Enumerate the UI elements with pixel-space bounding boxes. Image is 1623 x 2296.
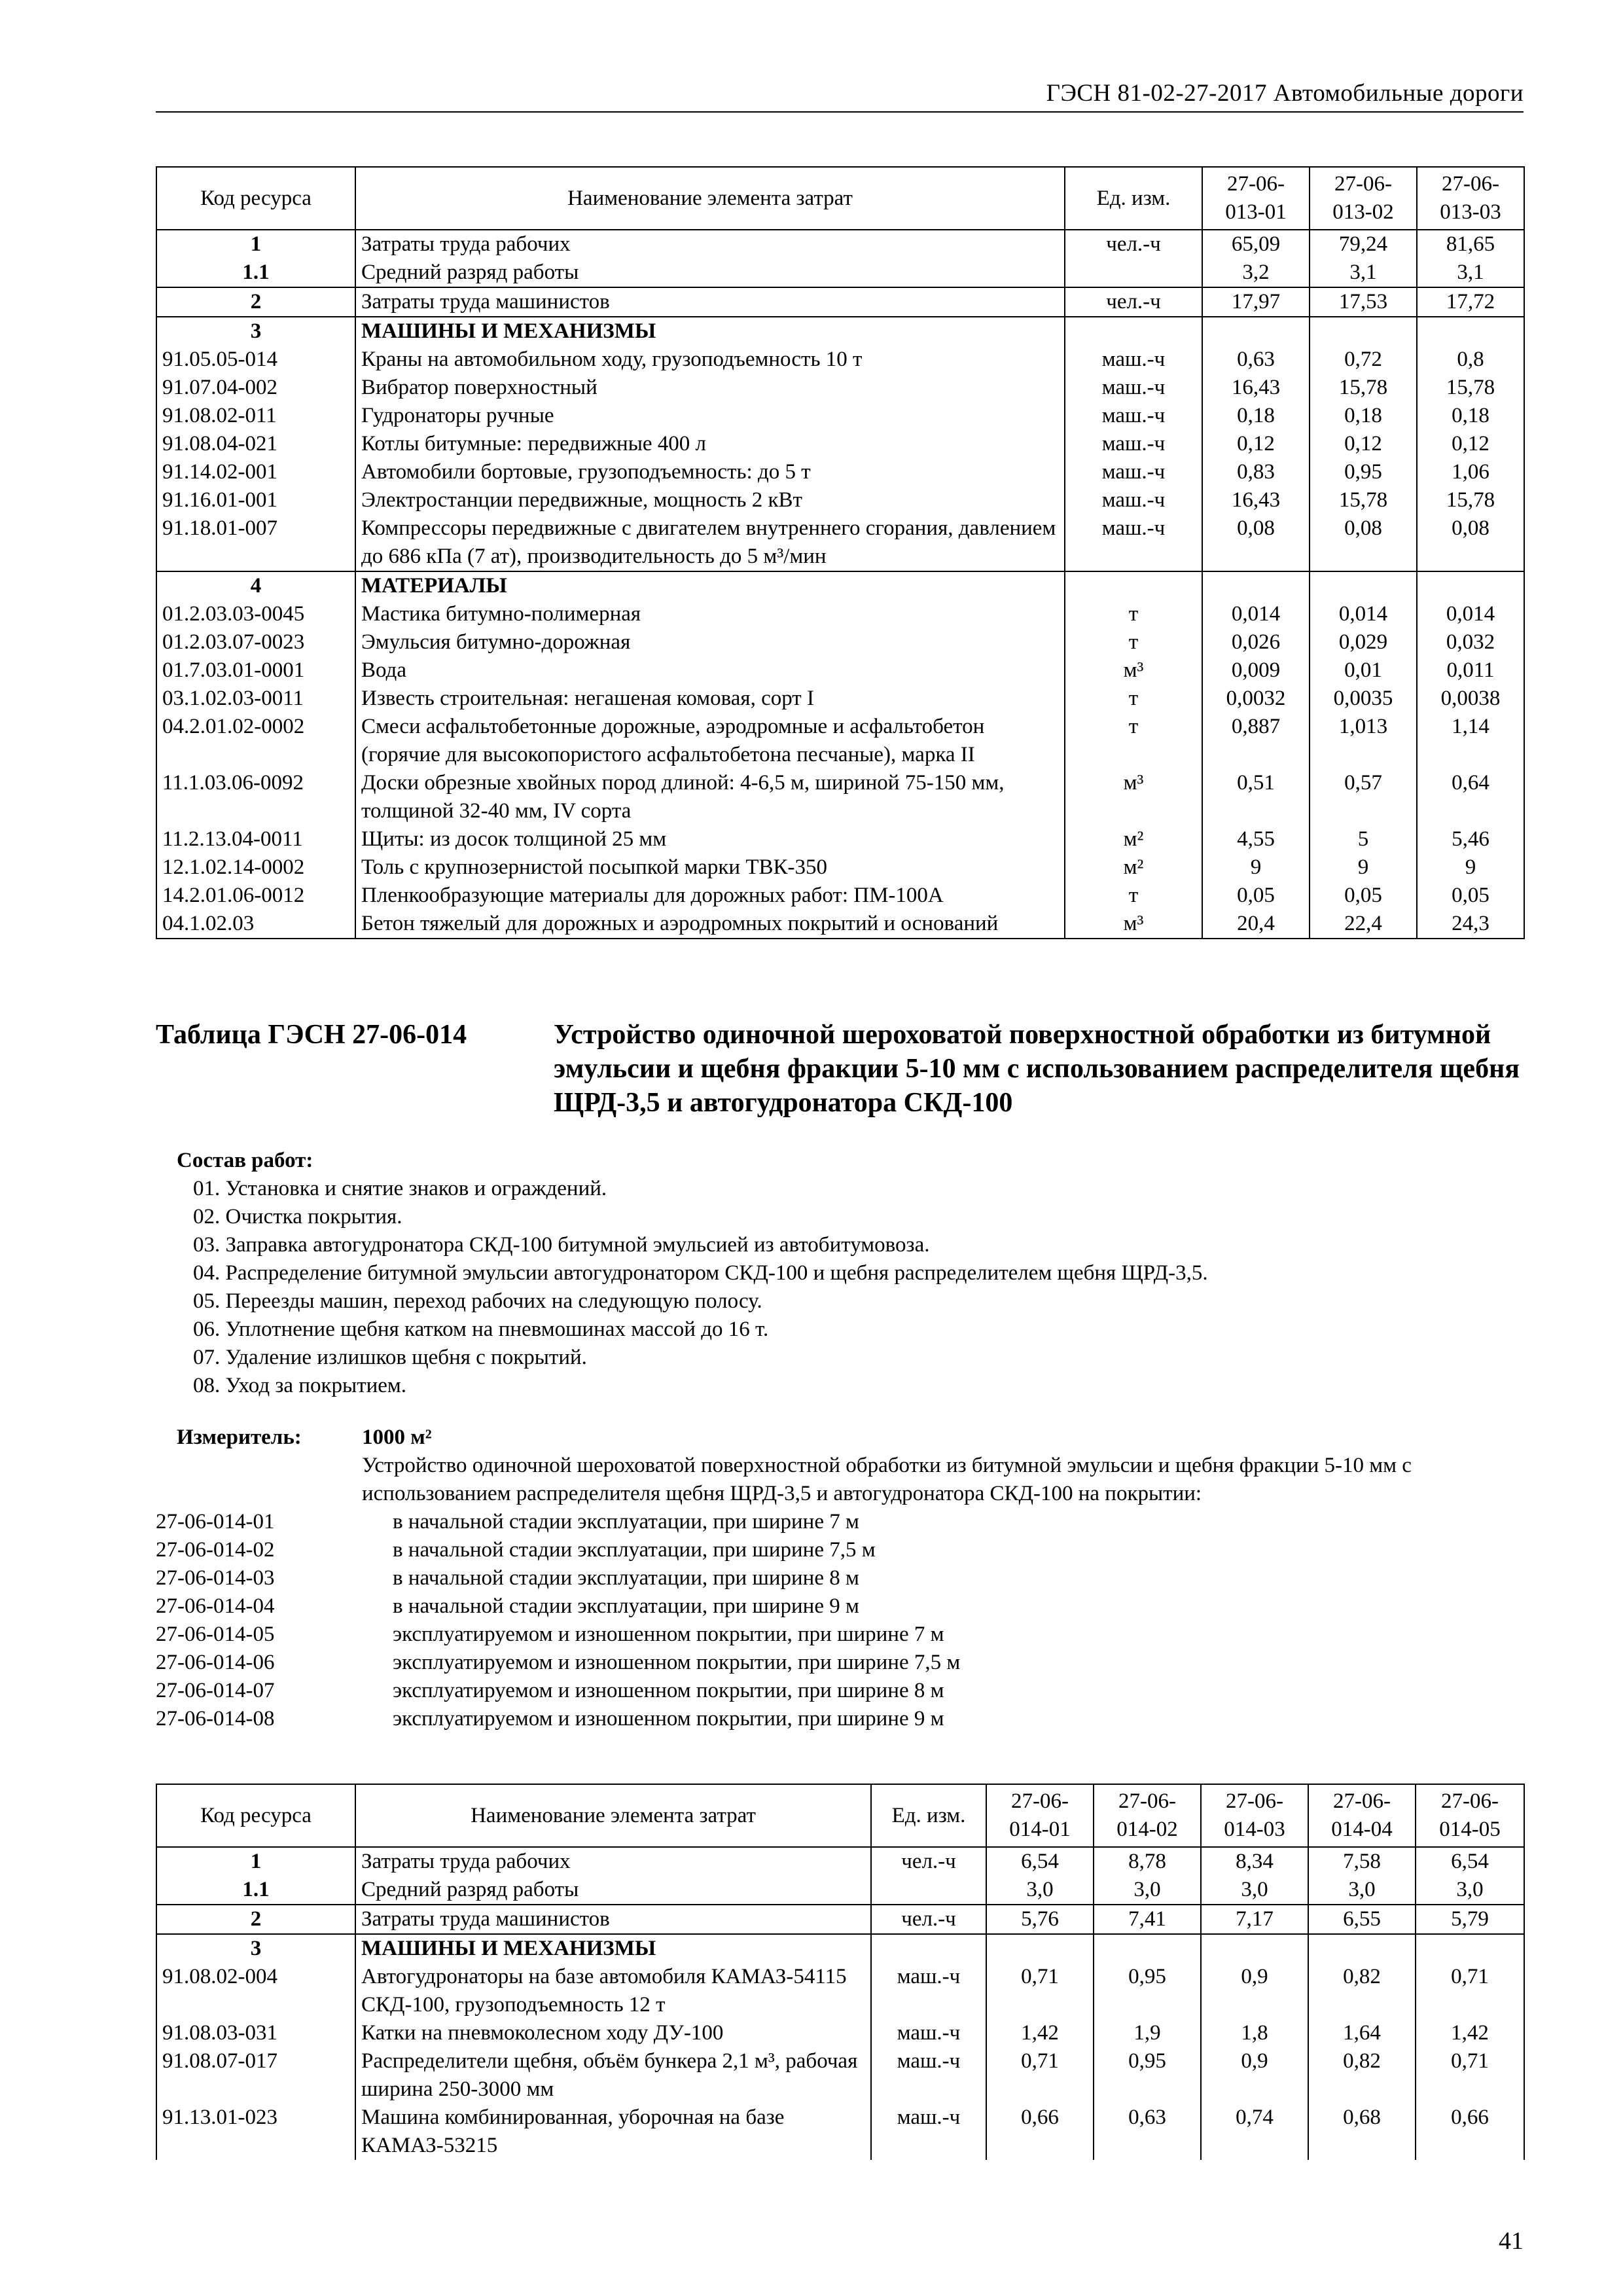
resource-table-014 bbox=[156, 1784, 1525, 2160]
resource-name: Вода bbox=[355, 656, 1065, 685]
table-row bbox=[156, 713, 1524, 769]
rate-value: 9 bbox=[1417, 853, 1524, 882]
rate-value: 0,82 bbox=[1308, 1963, 1416, 2019]
resource-name: Катки на пневмоколесном ходу ДУ-100 bbox=[355, 2019, 871, 2047]
rate-value bbox=[1308, 1934, 1416, 1963]
page-header bbox=[156, 75, 1524, 113]
composition-item: 03. Заправка автогудронатора СКД-100 битумной эмульсией из автобитумовоза. bbox=[193, 1233, 930, 1257]
table-header-row bbox=[156, 1784, 1524, 1847]
resource-unit: м³ bbox=[1065, 656, 1202, 685]
composition-item: 01. Установка и снятие знаков и ограждений. bbox=[193, 1177, 607, 1200]
rate-value: 0,71 bbox=[986, 2047, 1094, 2104]
rate-value: 5 bbox=[1310, 825, 1417, 853]
rate-value: 0,95 bbox=[1310, 458, 1417, 486]
rate-value: 0,9 bbox=[1201, 2047, 1308, 2104]
rate-value: 0,18 bbox=[1202, 402, 1310, 430]
list-item bbox=[156, 1592, 1524, 1621]
rate-value: 1,14 bbox=[1417, 713, 1524, 769]
rate-code: 27-06-014-03 bbox=[156, 1566, 275, 1590]
rate-value: 0,64 bbox=[1417, 769, 1524, 825]
rate-value: 0,0032 bbox=[1202, 685, 1310, 713]
resource-code: 1.1 bbox=[156, 1876, 355, 1905]
table-row bbox=[156, 685, 1524, 713]
resource-unit: м³ bbox=[1065, 910, 1202, 939]
rate-value: 16,43 bbox=[1202, 374, 1310, 402]
resource-code: 14.2.01.06-0012 bbox=[156, 882, 355, 910]
resource-unit: маш.-ч bbox=[871, 2047, 986, 2104]
table-row bbox=[156, 1876, 1524, 1905]
rate-value: 15,78 bbox=[1310, 486, 1417, 514]
resource-unit: маш.-ч bbox=[1065, 486, 1202, 514]
rate-value: 9 bbox=[1202, 853, 1310, 882]
rate-value: 0,026 bbox=[1202, 628, 1310, 656]
rate-description: в начальной стадии эксплуатации, при ширине 9 м bbox=[393, 1594, 859, 1618]
meter-unit: 1000 м² bbox=[362, 1426, 432, 1449]
rate-code: 27-06-014-06 bbox=[156, 1651, 275, 1674]
resource-code: 2 bbox=[156, 1905, 355, 1934]
rate-value: 0,014 bbox=[1417, 600, 1524, 628]
rate-value: 0,05 bbox=[1417, 882, 1524, 910]
rate-code: 27-06-014-01 bbox=[156, 1510, 275, 1534]
rate-value: 0,12 bbox=[1310, 430, 1417, 458]
resource-unit bbox=[871, 1876, 986, 1905]
rate-value bbox=[986, 1934, 1094, 1963]
rate-value: 0,08 bbox=[1202, 514, 1310, 571]
resource-name: Машина комбинированная, уборочная на базе КАМАЗ-53215 bbox=[355, 2104, 871, 2160]
table-row bbox=[156, 486, 1524, 514]
resource-unit: маш.-ч bbox=[871, 2104, 986, 2160]
rate-value bbox=[1094, 1934, 1201, 1963]
table-row bbox=[156, 2019, 1524, 2047]
resource-unit: маш.-ч bbox=[871, 1963, 986, 2019]
rate-value: 20,4 bbox=[1202, 910, 1310, 939]
resource-name: Мастика битумно-полимерная bbox=[355, 600, 1065, 628]
resource-unit bbox=[1065, 571, 1202, 600]
col-header-rate: 27-06- 013-02 bbox=[1310, 167, 1417, 230]
rate-value: 0,74 bbox=[1201, 2104, 1308, 2160]
resource-code: 04.2.01.02-0002 bbox=[156, 713, 355, 769]
table-row bbox=[156, 514, 1524, 571]
resource-unit: т bbox=[1065, 713, 1202, 769]
rate-value: 0,95 bbox=[1094, 1963, 1201, 2019]
rate-value: 0,08 bbox=[1417, 514, 1524, 571]
rate-value: 0,9 bbox=[1201, 1963, 1308, 2019]
rate-value: 0,63 bbox=[1094, 2104, 1201, 2160]
resource-table-013 bbox=[156, 166, 1525, 939]
resource-unit: маш.-ч bbox=[1065, 514, 1202, 571]
rate-code: 27-06-014-05 bbox=[156, 1623, 275, 1646]
rate-value bbox=[1310, 571, 1417, 600]
table-row bbox=[156, 769, 1524, 825]
resource-unit: т bbox=[1065, 628, 1202, 656]
resource-code: 91.18.01-007 bbox=[156, 514, 355, 571]
list-item bbox=[156, 1705, 1524, 1733]
rate-value: 1,013 bbox=[1310, 713, 1417, 769]
rate-value bbox=[1201, 1934, 1308, 1963]
table-row bbox=[156, 571, 1524, 600]
resource-code: 11.2.13.04-0011 bbox=[156, 825, 355, 853]
resource-unit: маш.-ч bbox=[1065, 346, 1202, 374]
table-row bbox=[156, 374, 1524, 402]
resource-unit bbox=[871, 1934, 986, 1963]
rate-value: 15,78 bbox=[1417, 374, 1524, 402]
table-row bbox=[156, 458, 1524, 486]
rate-value: 0,014 bbox=[1310, 600, 1417, 628]
rate-value: 15,78 bbox=[1310, 374, 1417, 402]
resource-name: Распределители щебня, объём бункера 2,1 м³, рабочая ширина 250-3000 мм bbox=[355, 2047, 871, 2104]
resource-code: 91.08.02-004 bbox=[156, 1963, 355, 2019]
resource-name: Затраты труда машинистов bbox=[355, 1905, 871, 1934]
rate-value: 0,57 bbox=[1310, 769, 1417, 825]
col-header-rate: 27-06- 013-03 bbox=[1417, 167, 1524, 230]
col-header-rate: 27-06- 014-02 bbox=[1094, 1784, 1201, 1847]
rate-description: эксплуатируемом и изношенном покрытии, при ширине 8 м bbox=[393, 1679, 944, 1702]
col-header-rate: 27-06- 014-01 bbox=[986, 1784, 1094, 1847]
resource-code: 91.07.04-002 bbox=[156, 374, 355, 402]
resource-name: Смеси асфальтобетонные дорожные, аэродромные и асфальтобетон (горячие для высокопористого асфальтобетона песчаные), марка II bbox=[355, 713, 1065, 769]
composition-item: 07. Удаление излишков щебня с покрытий. bbox=[193, 1346, 587, 1369]
resource-name: Гудронаторы ручные bbox=[355, 402, 1065, 430]
rate-value: 1,64 bbox=[1308, 2019, 1416, 2047]
table-row bbox=[156, 600, 1524, 628]
resource-code: 01.2.03.07-0023 bbox=[156, 628, 355, 656]
rate-value: 0,029 bbox=[1310, 628, 1417, 656]
rate-value: 6,54 bbox=[986, 1847, 1094, 1876]
rate-code: 27-06-014-02 bbox=[156, 1538, 275, 1562]
rate-value: 0,72 bbox=[1310, 346, 1417, 374]
rate-value: 3,0 bbox=[1308, 1876, 1416, 1905]
rate-value: 0,05 bbox=[1310, 882, 1417, 910]
resource-name: Краны на автомобильном ходу, грузоподъемность 10 т bbox=[355, 346, 1065, 374]
rate-value: 1,06 bbox=[1417, 458, 1524, 486]
table-description: Устройство одиночной шероховатой поверхностной обработки из битумной эмульсии и щебня фракции 5-10 мм с использованием распределителя щебня ЩРД-3,5 и автогудронатора СКД-100 bbox=[554, 1020, 1520, 1118]
resource-code: 91.08.02-011 bbox=[156, 402, 355, 430]
table-row bbox=[156, 656, 1524, 685]
rate-value: 79,24 bbox=[1310, 230, 1417, 259]
resource-name: МАШИНЫ И МЕХАНИЗМЫ bbox=[355, 317, 1065, 346]
rate-value: 0,66 bbox=[986, 2104, 1094, 2160]
resource-code: 91.13.01-023 bbox=[156, 2104, 355, 2160]
work-composition bbox=[177, 1147, 1525, 1400]
resource-name: Автомобили бортовые, грузоподъемность: до 5 т bbox=[355, 458, 1065, 486]
meter-description: Устройство одиночной шероховатой поверхностной обработки из битумной эмульсии и щебня фракции 5-10 мм с использованием распределителя щебня ЩРД-3,5 и автогудронатора СКД-100 на покрытии: bbox=[362, 1454, 1412, 1505]
resource-name: Электростанции передвижные, мощность 2 кВт bbox=[355, 486, 1065, 514]
list-item bbox=[156, 1649, 1524, 1677]
col-header-name: Наименование элемента затрат bbox=[355, 1784, 871, 1847]
meter-label: Измеритель: bbox=[177, 1426, 302, 1449]
rate-value: 17,97 bbox=[1202, 287, 1310, 317]
rate-value bbox=[1416, 1934, 1524, 1963]
col-header-rate: 27-06- 013-01 bbox=[1202, 167, 1310, 230]
rate-value: 0,71 bbox=[986, 1963, 1094, 2019]
resource-unit bbox=[1065, 317, 1202, 346]
table-row bbox=[156, 402, 1524, 430]
rate-value: 0,66 bbox=[1416, 2104, 1524, 2160]
rate-code: 27-06-014-07 bbox=[156, 1679, 275, 1702]
rate-value: 8,34 bbox=[1201, 1847, 1308, 1876]
table-label: Таблица ГЭСН 27-06-014 bbox=[156, 1020, 467, 1050]
resource-unit: т bbox=[1065, 600, 1202, 628]
table-row bbox=[156, 882, 1524, 910]
resource-unit: маш.-ч bbox=[1065, 374, 1202, 402]
resource-unit: м² bbox=[1065, 825, 1202, 853]
rate-code: 27-06-014-08 bbox=[156, 1707, 275, 1731]
resource-name: МАТЕРИАЛЫ bbox=[355, 571, 1065, 600]
resource-unit: маш.-ч bbox=[1065, 458, 1202, 486]
rate-value: 1,42 bbox=[1416, 2019, 1524, 2047]
rate-value: 0,011 bbox=[1417, 656, 1524, 685]
rate-value bbox=[1202, 317, 1310, 346]
rate-value: 4,55 bbox=[1202, 825, 1310, 853]
resource-name: Котлы битумные: передвижные 400 л bbox=[355, 430, 1065, 458]
resource-code: 01.2.03.03-0045 bbox=[156, 600, 355, 628]
resource-code: 91.16.01-001 bbox=[156, 486, 355, 514]
resource-name: Толь с крупнозернистой посыпкой марки ТВК-350 bbox=[355, 853, 1065, 882]
rate-value: 0,887 bbox=[1202, 713, 1310, 769]
rate-value: 6,54 bbox=[1416, 1847, 1524, 1876]
resource-code: 1 bbox=[156, 1847, 355, 1876]
table-row bbox=[156, 1934, 1524, 1963]
rate-value: 0,0035 bbox=[1310, 685, 1417, 713]
resource-unit: чел.-ч bbox=[871, 1847, 986, 1876]
list-item bbox=[156, 1621, 1524, 1649]
resource-unit bbox=[1065, 259, 1202, 287]
resource-unit: чел.-ч bbox=[1065, 287, 1202, 317]
rate-value: 3,0 bbox=[1201, 1876, 1308, 1905]
rate-value: 3,0 bbox=[986, 1876, 1094, 1905]
resource-name: Средний разряд работы bbox=[355, 259, 1065, 287]
rate-value: 0,05 bbox=[1202, 882, 1310, 910]
rate-value: 0,01 bbox=[1310, 656, 1417, 685]
rate-value: 0,83 bbox=[1202, 458, 1310, 486]
resource-name: Вибратор поверхностный bbox=[355, 374, 1065, 402]
table-row bbox=[156, 317, 1524, 346]
rate-value: 17,72 bbox=[1417, 287, 1524, 317]
rate-value: 65,09 bbox=[1202, 230, 1310, 259]
page-number: 41 bbox=[1499, 2227, 1524, 2255]
resource-unit: м² bbox=[1065, 853, 1202, 882]
table-header-row bbox=[156, 167, 1524, 230]
rate-value: 3,0 bbox=[1416, 1876, 1524, 1905]
resource-unit: маш.-ч bbox=[1065, 430, 1202, 458]
rate-description: в начальной стадии эксплуатации, при ширине 8 м bbox=[393, 1566, 859, 1590]
table-row bbox=[156, 910, 1524, 939]
table-row bbox=[156, 628, 1524, 656]
resource-unit: маш.-ч bbox=[1065, 402, 1202, 430]
table-row bbox=[156, 1847, 1524, 1876]
rate-value: 22,4 bbox=[1310, 910, 1417, 939]
rate-code-list bbox=[156, 1508, 1524, 1733]
rate-description: эксплуатируемом и изношенном покрытии, при ширине 7 м bbox=[393, 1623, 944, 1646]
table-row bbox=[156, 2104, 1524, 2160]
resource-name: Доски обрезные хвойных пород длиной: 4-6,5 м, шириной 75-150 мм, толщиной 32-40 мм, IV сорта bbox=[355, 769, 1065, 825]
resource-name: Пленкообразующие материалы для дорожных работ: ПМ-100А bbox=[355, 882, 1065, 910]
rate-value: 1,8 bbox=[1201, 2019, 1308, 2047]
resource-name: Затраты труда рабочих bbox=[355, 230, 1065, 259]
resource-name: Затраты труда рабочих bbox=[355, 1847, 871, 1876]
rate-value: 0,12 bbox=[1202, 430, 1310, 458]
rate-value: 0,12 bbox=[1417, 430, 1524, 458]
rate-value bbox=[1310, 317, 1417, 346]
rate-value: 0,68 bbox=[1308, 2104, 1416, 2160]
table-row bbox=[156, 230, 1524, 259]
col-header-unit: Ед. изм. bbox=[1065, 167, 1202, 230]
rate-value: 81,65 bbox=[1417, 230, 1524, 259]
rate-value: 7,58 bbox=[1308, 1847, 1416, 1876]
resource-code: 4 bbox=[156, 571, 355, 600]
rate-value bbox=[1417, 317, 1524, 346]
resource-unit: м³ bbox=[1065, 769, 1202, 825]
rate-value: 0,032 bbox=[1417, 628, 1524, 656]
col-header-name: Наименование элемента затрат bbox=[355, 167, 1065, 230]
list-item bbox=[156, 1508, 1524, 1536]
resource-name: Компрессоры передвижные с двигателем внутреннего сгорания, давлением до 686 кПа (7 ат), производительность до 5 м³/мин bbox=[355, 514, 1065, 571]
table-row bbox=[156, 430, 1524, 458]
resource-code: 11.1.03.06-0092 bbox=[156, 769, 355, 825]
rate-value: 1,9 bbox=[1094, 2019, 1201, 2047]
resource-code: 1.1 bbox=[156, 259, 355, 287]
rate-value: 3,1 bbox=[1310, 259, 1417, 287]
list-item bbox=[156, 1564, 1524, 1592]
rate-value: 17,53 bbox=[1310, 287, 1417, 317]
rate-value: 0,71 bbox=[1416, 1963, 1524, 2019]
resource-code: 3 bbox=[156, 317, 355, 346]
resource-code: 1 bbox=[156, 230, 355, 259]
rate-value: 7,41 bbox=[1094, 1905, 1201, 1934]
rate-value: 0,014 bbox=[1202, 600, 1310, 628]
table-row bbox=[156, 259, 1524, 287]
resource-unit: чел.-ч bbox=[1065, 230, 1202, 259]
rate-description: в начальной стадии эксплуатации, при ширине 7 м bbox=[393, 1510, 859, 1534]
resource-name: МАШИНЫ И МЕХАНИЗМЫ bbox=[355, 1934, 871, 1963]
list-item bbox=[156, 1536, 1524, 1564]
resource-name: Бетон тяжелый для дорожных и аэродромных покрытий и оснований bbox=[355, 910, 1065, 939]
rate-value: 0,51 bbox=[1202, 769, 1310, 825]
col-header-rate: 27-06- 014-04 bbox=[1308, 1784, 1416, 1847]
rate-value: 0,18 bbox=[1417, 402, 1524, 430]
rate-value: 0,08 bbox=[1310, 514, 1417, 571]
rate-value: 5,79 bbox=[1416, 1905, 1524, 1934]
rate-value bbox=[1202, 571, 1310, 600]
composition-item: 02. Очистка покрытия. bbox=[193, 1205, 402, 1229]
resource-unit: т bbox=[1065, 882, 1202, 910]
resource-code: 03.1.02.03-0011 bbox=[156, 685, 355, 713]
table-row bbox=[156, 825, 1524, 853]
resource-code: 2 bbox=[156, 287, 355, 317]
rate-value: 24,3 bbox=[1417, 910, 1524, 939]
composition-item: 08. Уход за покрытием. bbox=[193, 1374, 407, 1397]
table-row bbox=[156, 853, 1524, 882]
rate-value: 0,8 bbox=[1417, 346, 1524, 374]
resource-code: 12.1.02.14-0002 bbox=[156, 853, 355, 882]
rate-value: 0,63 bbox=[1202, 346, 1310, 374]
resource-name: Автогудронаторы на базе автомобиля КАМАЗ-54115 СКД-100, грузоподъемность 12 т bbox=[355, 1963, 871, 2019]
rate-value: 5,76 bbox=[986, 1905, 1094, 1934]
rate-value: 3,2 bbox=[1202, 259, 1310, 287]
col-header-unit: Ед. изм. bbox=[871, 1784, 986, 1847]
rate-value: 0,71 bbox=[1416, 2047, 1524, 2104]
rate-value: 6,55 bbox=[1308, 1905, 1416, 1934]
resource-name: Затраты труда машинистов bbox=[355, 287, 1065, 317]
resource-name: Средний разряд работы bbox=[355, 1876, 871, 1905]
composition-item: 04. Распределение битумной эмульсии автогудронатором СКД-100 и щебня распределителем щебня ЩРД-3,5. bbox=[193, 1261, 1208, 1285]
resource-name: Щиты: из досок толщиной 25 мм bbox=[355, 825, 1065, 853]
rate-description: эксплуатируемом и изношенном покрытии, при ширине 7,5 м bbox=[393, 1651, 961, 1674]
composition-item: 06. Уплотнение щебня катком на пневмошинах массой до 16 т. bbox=[193, 1318, 769, 1341]
rate-value: 7,17 bbox=[1201, 1905, 1308, 1934]
rate-description: в начальной стадии эксплуатации, при ширине 7,5 м bbox=[393, 1538, 876, 1562]
table-row bbox=[156, 2047, 1524, 2104]
resource-code: 01.7.03.01-0001 bbox=[156, 656, 355, 685]
rate-value: 0,18 bbox=[1310, 402, 1417, 430]
col-header-code: Код ресурса bbox=[156, 167, 355, 230]
table-row bbox=[156, 346, 1524, 374]
rate-value: 9 bbox=[1310, 853, 1417, 882]
col-header-rate: 27-06- 014-03 bbox=[1201, 1784, 1308, 1847]
resource-unit: маш.-ч bbox=[871, 2019, 986, 2047]
table-row bbox=[156, 287, 1524, 317]
resource-unit: т bbox=[1065, 685, 1202, 713]
rate-value: 0,95 bbox=[1094, 2047, 1201, 2104]
rate-value bbox=[1417, 571, 1524, 600]
composition-item: 05. Переезды машин, переход рабочих на следующую полосу. bbox=[193, 1289, 762, 1313]
resource-code: 91.08.04-021 bbox=[156, 430, 355, 458]
rate-value: 5,46 bbox=[1417, 825, 1524, 853]
resource-unit: чел.-ч bbox=[871, 1905, 986, 1934]
rate-value: 15,78 bbox=[1417, 486, 1524, 514]
rate-value: 8,78 bbox=[1094, 1847, 1201, 1876]
resource-code: 91.08.03-031 bbox=[156, 2019, 355, 2047]
table-row bbox=[156, 1905, 1524, 1934]
rate-value: 1,42 bbox=[986, 2019, 1094, 2047]
rate-value: 3,0 bbox=[1094, 1876, 1201, 1905]
resource-name: Известь строительная: негашеная комовая, сорт I bbox=[355, 685, 1065, 713]
col-header-code: Код ресурса bbox=[156, 1784, 355, 1847]
resource-code: 91.08.07-017 bbox=[156, 2047, 355, 2104]
resource-name: Эмульсия битумно-дорожная bbox=[355, 628, 1065, 656]
resource-code: 91.05.05-014 bbox=[156, 346, 355, 374]
list-item bbox=[156, 1677, 1524, 1705]
composition-heading: Состав работ: bbox=[177, 1149, 313, 1172]
rate-value: 0,009 bbox=[1202, 656, 1310, 685]
header-title: ГЭСН 81-02-27-2017 Автомобильные дороги bbox=[1046, 80, 1524, 107]
resource-code: 91.14.02-001 bbox=[156, 458, 355, 486]
rate-value: 3,1 bbox=[1417, 259, 1524, 287]
rate-description: эксплуатируемом и изношенном покрытии, при ширине 9 м bbox=[393, 1707, 944, 1731]
rate-value: 0,82 bbox=[1308, 2047, 1416, 2104]
table-row bbox=[156, 1963, 1524, 2019]
resource-code: 04.1.02.03 bbox=[156, 910, 355, 939]
rate-value: 16,43 bbox=[1202, 486, 1310, 514]
rate-value: 0,0038 bbox=[1417, 685, 1524, 713]
resource-code: 3 bbox=[156, 1934, 355, 1963]
col-header-rate: 27-06- 014-05 bbox=[1416, 1784, 1524, 1847]
rate-code: 27-06-014-04 bbox=[156, 1594, 275, 1618]
